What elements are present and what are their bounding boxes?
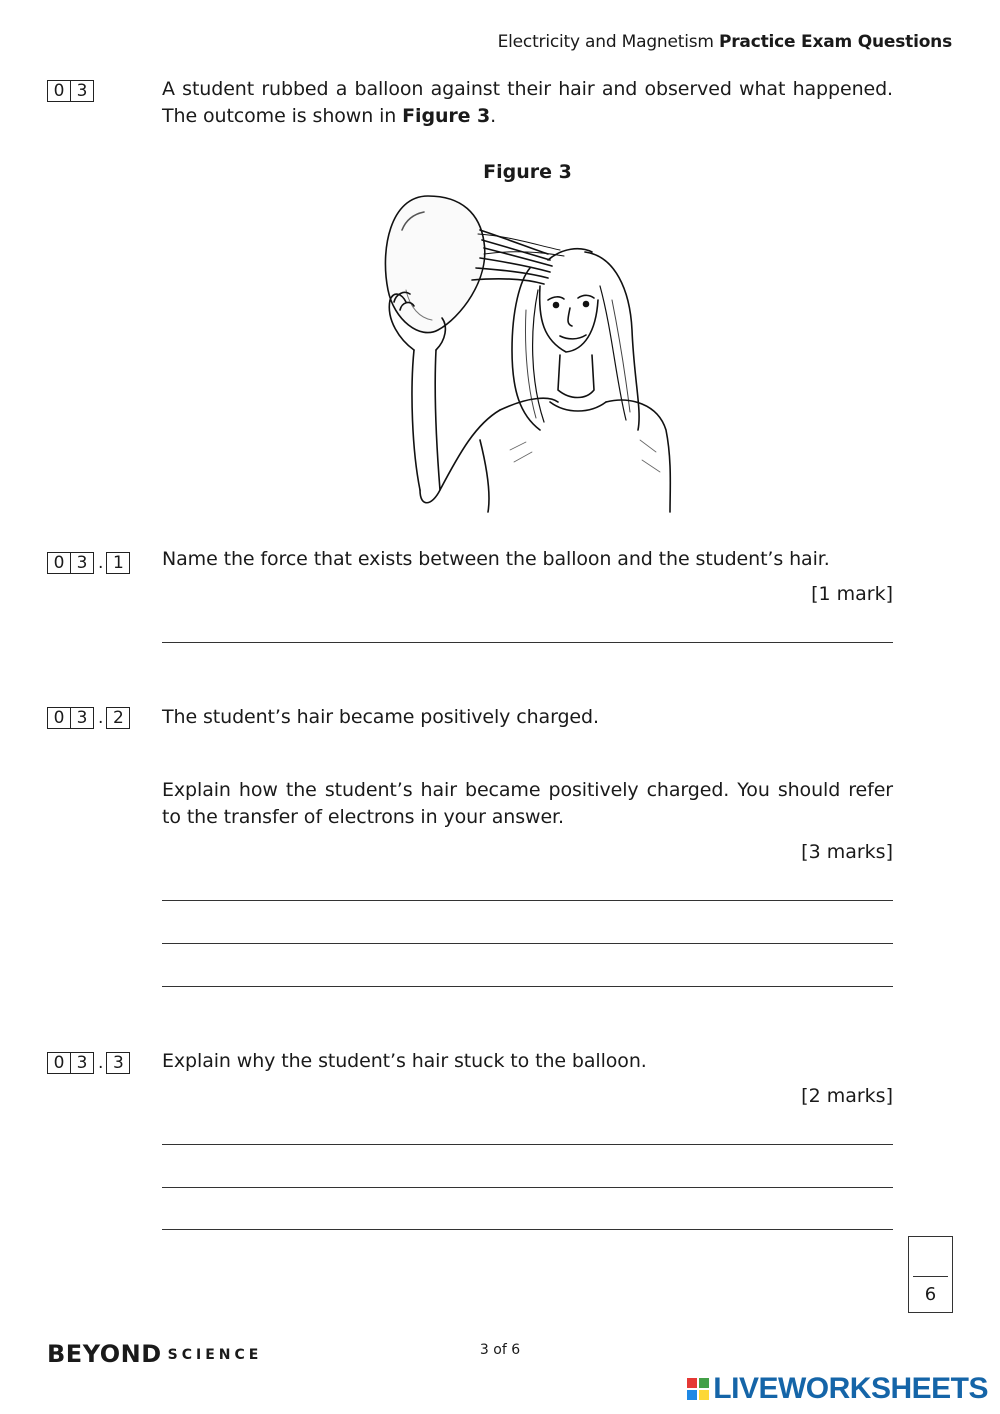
answer-line[interactable] (162, 943, 893, 944)
liveworksheets-logo-icon (687, 1378, 709, 1400)
girl-with-balloon-icon (380, 190, 675, 515)
subquestion-dot: . (98, 553, 104, 573)
watermark-text: LIVEWORKSHEETS (713, 1372, 988, 1405)
subquestion-digit: 0 (47, 707, 71, 729)
page-number: 3 of 6 (479, 1342, 521, 1358)
liveworksheets-watermark (687, 1372, 988, 1406)
figure-illustration (380, 190, 675, 515)
subquestion-digit: 3 (70, 707, 94, 729)
subquestion-digit: 2 (106, 707, 130, 729)
header-subject: Electricity and Magnetism (497, 32, 714, 52)
answer-line[interactable] (162, 1144, 893, 1145)
answer-line[interactable] (162, 1187, 893, 1188)
answer-line[interactable] (162, 900, 893, 901)
marks-label: [2 marks] (801, 1085, 893, 1107)
answer-line[interactable] (162, 1229, 893, 1230)
score-box[interactable] (908, 1236, 953, 1313)
subquestion-number (47, 707, 130, 729)
brand-name: BEYOND (47, 1340, 162, 1368)
subquestion-digit: 0 (47, 1052, 71, 1074)
figure-caption: Figure 3 (483, 161, 572, 183)
question-stem-end: . (490, 105, 497, 127)
page-header (498, 32, 952, 52)
subquestion-text: The student’s hair became positively charged. (162, 706, 599, 728)
subquestion-instruction: Explain how the student’s hair became positively charged. You should refer to the transfer of electrons in your answer. (162, 779, 893, 828)
score-separator (913, 1276, 948, 1277)
question-stem (162, 76, 893, 130)
score-total: 6 (924, 1284, 937, 1305)
subquestion-number (47, 552, 130, 574)
subquestion-digit: 0 (47, 552, 71, 574)
subquestion-text: Explain why the student’s hair stuck to the balloon. (162, 1050, 647, 1072)
brand-logo (47, 1340, 262, 1368)
subquestion-digit: 3 (70, 552, 94, 574)
figure-reference: Figure 3 (402, 105, 491, 127)
answer-line[interactable] (162, 986, 893, 987)
question-digit: 3 (70, 80, 94, 102)
marks-label: [3 marks] (801, 841, 893, 863)
subquestion-digit: 1 (106, 552, 130, 574)
answer-line[interactable] (162, 642, 893, 643)
question-number (47, 80, 94, 102)
brand-sub: SCIENCE (167, 1347, 263, 1363)
subquestion-digit: 3 (70, 1052, 94, 1074)
question-stem-text: A student rubbed a balloon against their hair and observed what happened. The outcome is shown in (162, 78, 893, 127)
subquestion-digit: 3 (106, 1052, 130, 1074)
subquestion-dot: . (98, 1053, 104, 1073)
question-digit: 0 (47, 80, 71, 102)
marks-label: [1 mark] (811, 583, 893, 605)
header-title: Practice Exam Questions (718, 32, 952, 52)
subquestion-number (47, 1052, 130, 1074)
subquestion-dot: . (98, 708, 104, 728)
subquestion-text: Name the force that exists between the balloon and the student’s hair. (162, 548, 830, 570)
